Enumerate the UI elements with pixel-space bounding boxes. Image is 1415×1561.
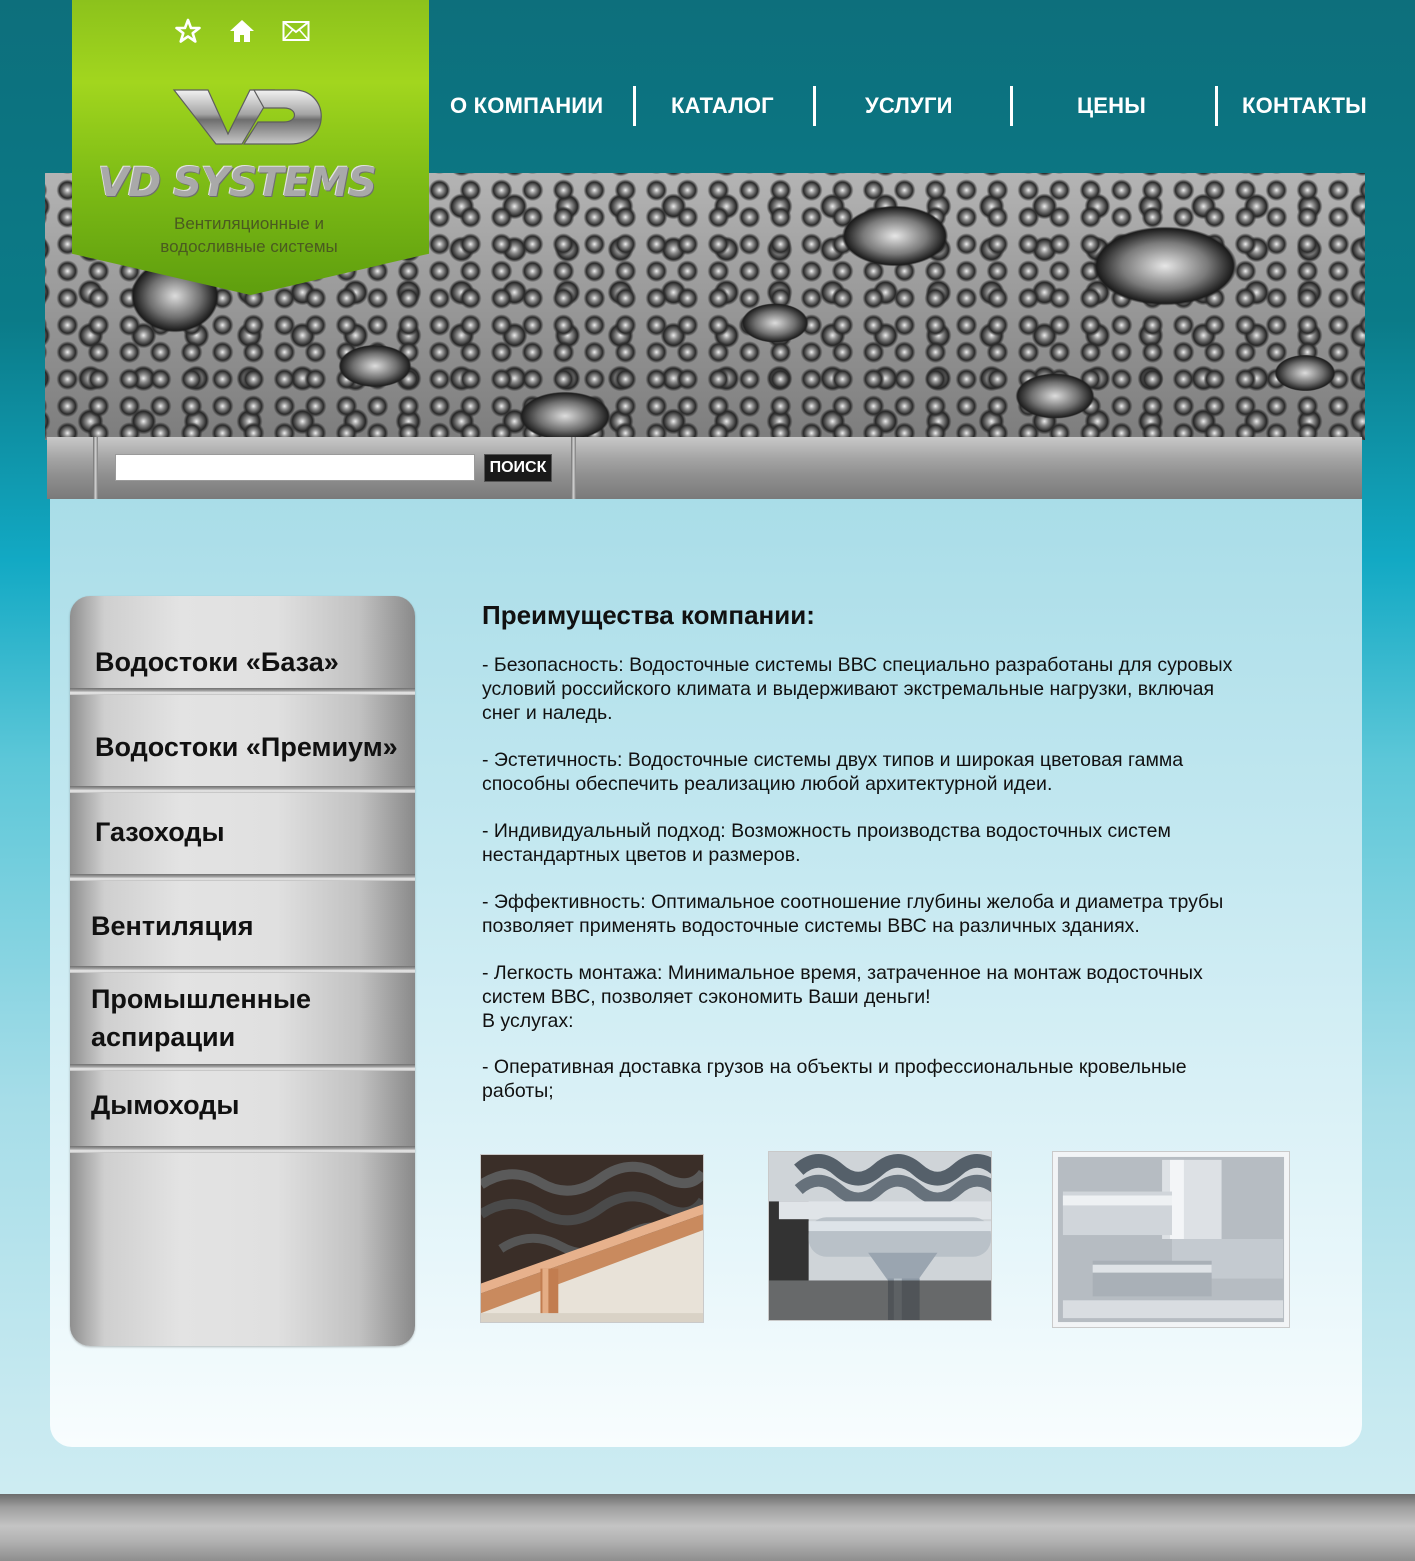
side-menu-item-gutters-base[interactable]: Водостоки «База»	[95, 647, 339, 677]
advantage-line: - Легкость монтажа: Минимальное время, затраченное на монтаж водосточных	[482, 962, 1203, 984]
advantage-line: позволяет применять водосточные системы ВВС на различных зданиях.	[482, 915, 1140, 937]
side-menu-item-gas-ducts[interactable]: Газоходы	[95, 817, 225, 847]
home-icon[interactable]	[227, 16, 257, 46]
nav-item-prices[interactable]: ЦЕНЫ	[1077, 93, 1146, 118]
advantage-line: систем ВВС, позволяет сэкономить Ваши деньги!	[482, 986, 931, 1008]
gray-gutter-picture	[769, 1152, 991, 1320]
brand-tagline-line: Вентиляционные и	[174, 214, 324, 233]
star-icon[interactable]	[173, 16, 203, 46]
side-menu-item-ventilation[interactable]: Вентиляция	[91, 911, 254, 941]
side-menu-item-industrial-aspiration[interactable]	[91, 980, 415, 1056]
service-delivery	[482, 1055, 1272, 1103]
mail-icon[interactable]	[281, 16, 311, 46]
advantage-line: способны обеспечить реализацию любой архитектурной идеи.	[482, 773, 1053, 795]
search-input[interactable]	[115, 454, 475, 481]
vd-logo-icon	[170, 86, 332, 148]
advantage-line: - Безопасность: Водосточные системы ВВС специально разработаны для суровых	[482, 654, 1233, 676]
side-menu-item-chimneys[interactable]: Дымоходы	[91, 1090, 240, 1120]
bar-divider	[571, 437, 576, 499]
article-title: Преимущества компании:	[482, 600, 815, 630]
ventilation-duct-picture	[1053, 1152, 1289, 1327]
nav-item-about[interactable]: О КОМПАНИИ	[450, 93, 604, 118]
menu-separator	[70, 1146, 415, 1153]
brand-tagline-line: водосливные системы	[160, 237, 338, 256]
menu-separator	[70, 874, 415, 881]
nav-separator	[633, 86, 636, 126]
nav-separator	[1010, 86, 1013, 126]
advantage-line: - Индивидуальный подход: Возможность производства водосточных систем	[482, 820, 1171, 842]
nav-separator	[813, 86, 816, 126]
advantage-line: В услугах:	[482, 1010, 574, 1032]
search-bar	[47, 437, 1362, 499]
main-content	[50, 499, 1362, 1447]
advantage-line: работы;	[482, 1080, 554, 1102]
gray-gutter-image[interactable]	[768, 1151, 992, 1321]
nav-item-catalog[interactable]: КАТАЛОГ	[671, 93, 774, 118]
side-menu-item-gutters-premium[interactable]: Водостоки «Премиум»	[95, 732, 398, 762]
menu-item-label-line: аспирации	[91, 1022, 236, 1052]
advantage-aesthetics	[482, 748, 1272, 796]
menu-separator	[70, 786, 415, 793]
advantage-line: - Эффективность: Оптимальное соотношение глубины желоба и диаметра трубы	[482, 891, 1224, 913]
advantage-line: - Оперативная доставка грузов на объекты и профессиональные кровельные	[482, 1056, 1187, 1078]
side-menu	[70, 596, 415, 1346]
brand-name: VD SYSTEMS	[98, 160, 376, 206]
advantage-individual-approach	[482, 819, 1272, 867]
ventilation-duct-image[interactable]	[1052, 1151, 1290, 1328]
nav-separator	[1215, 86, 1218, 126]
menu-separator	[70, 688, 415, 695]
advantage-line: - Эстетичность: Водосточные системы двух типов и широкая цветовая гамма	[482, 749, 1184, 771]
bar-divider	[93, 437, 98, 499]
footer-bar	[0, 1494, 1415, 1561]
menu-separator	[70, 966, 415, 973]
main-nav	[430, 82, 1415, 130]
menu-separator	[70, 1064, 415, 1071]
advantage-line: нестандартных цветов и размеров.	[482, 844, 801, 866]
nav-item-services[interactable]: УСЛУГИ	[865, 93, 953, 118]
advantage-easy-installation	[482, 961, 1272, 1033]
copper-gutter-picture	[481, 1155, 703, 1322]
top-icon-bar	[173, 16, 311, 46]
copper-gutter-image[interactable]	[480, 1154, 704, 1323]
search-button[interactable]: ПОИСК	[484, 454, 552, 482]
brand-tagline	[136, 212, 362, 258]
advantage-line: условий российского климата и выдерживают экстремальные нагрузки, включая	[482, 678, 1215, 700]
advantage-safety	[482, 653, 1272, 725]
advantage-line: снег и наледь.	[482, 702, 613, 724]
menu-item-label-line: Промышленные	[91, 984, 312, 1014]
nav-item-contacts[interactable]: КОНТАКТЫ	[1242, 93, 1367, 118]
advantage-efficiency	[482, 890, 1272, 938]
